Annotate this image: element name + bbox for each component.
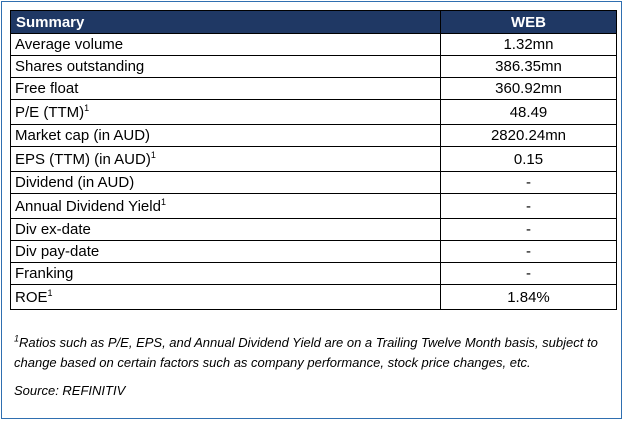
table-row [11,78,617,100]
row-label-text: Dividend (in AUD) [15,174,135,191]
row-label-text: Average volume [15,36,124,53]
header-ticker: WEB [441,11,617,34]
row-value: 1.32mn [441,34,617,56]
row-value: 0.15 [441,147,617,172]
table-row [11,219,617,241]
row-value: - [441,241,617,263]
source-note: Source: REFINITIV [14,383,126,398]
table-row [11,172,617,194]
row-label [11,263,441,285]
row-label-text: Market cap (in AUD) [15,127,151,144]
summary-panel [1,1,622,419]
row-value: - [441,219,617,241]
row-label [11,147,441,172]
table-row [11,241,617,263]
row-value: - [441,172,617,194]
table-row [11,194,617,219]
row-value: 48.49 [441,100,617,125]
table-row [11,285,617,310]
row-label [11,285,441,310]
row-label-text: Free float [15,80,79,97]
row-label-text: ROE [15,288,48,306]
footnote-ref: 1 [160,196,166,207]
row-label-text: P/E (TTM) [15,103,85,121]
footnote-text: Ratios such as P/E, EPS, and Annual Dividend Yield are on a Trailing Twelve Month basis, subject to change based on certain factors such as company performance, stock price changes, etc. [14,335,598,370]
row-label [11,219,441,241]
table-row [11,34,617,56]
row-value: - [441,263,617,285]
row-value: 1.84% [441,285,617,310]
header-label: Summary [11,11,441,34]
footnote-ref: 1 [150,149,156,160]
footnote [14,333,612,373]
row-value: 386.35mn [441,56,617,78]
footnote-marker: 1 [14,333,20,344]
row-label [11,194,441,219]
row-value: 2820.24mn [441,125,617,147]
row-label [11,78,441,100]
row-label-text: EPS (TTM) (in AUD) [15,150,151,168]
row-value: 360.92mn [441,78,617,100]
footnote-ref: 1 [47,287,53,298]
table-row [11,100,617,125]
row-label [11,34,441,56]
row-label [11,125,441,147]
summary-table [10,10,617,310]
row-label [11,172,441,194]
row-label [11,241,441,263]
row-label-text: Franking [15,265,74,282]
table-row [11,263,617,285]
row-label-text: Annual Dividend Yield [15,197,161,215]
row-label-text: Div ex-date [15,221,91,238]
row-label-text: Div pay-date [15,243,100,260]
table-row [11,125,617,147]
footnote-ref: 1 [84,102,90,113]
table-header-row [11,11,617,34]
table-row [11,56,617,78]
row-label [11,56,441,78]
row-label-text: Shares outstanding [15,58,145,75]
row-label [11,100,441,125]
row-value: - [441,194,617,219]
table-row [11,147,617,172]
footnotes [14,333,612,401]
